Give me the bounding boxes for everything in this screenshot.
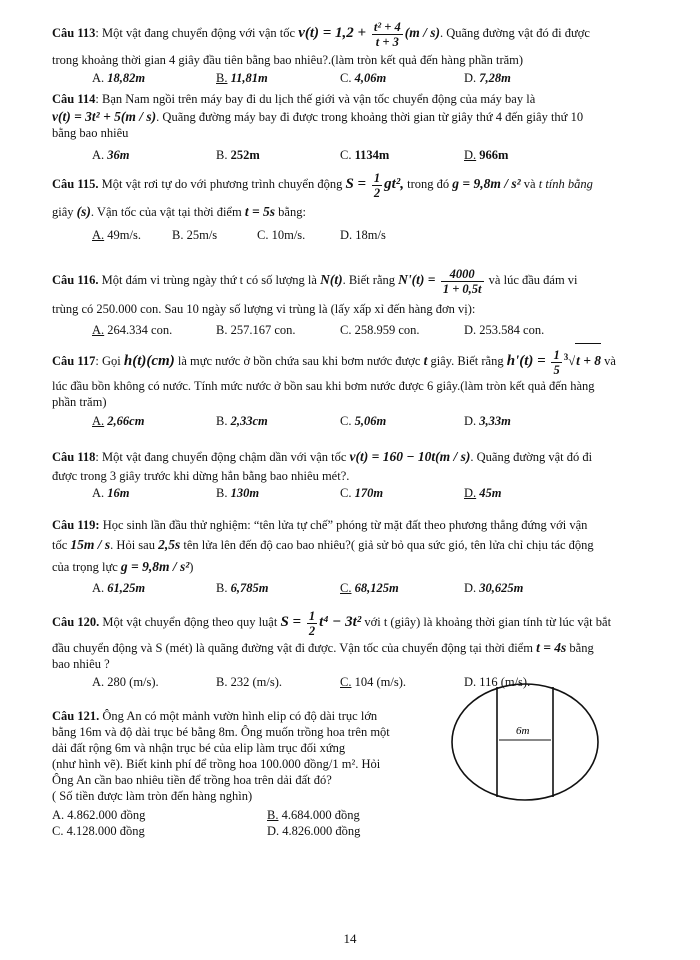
option-c[interactable]	[340, 414, 386, 429]
fraction-numerator: 1	[308, 608, 316, 623]
option-value: 116 (m/s).	[479, 675, 531, 689]
ellipse-outline	[452, 684, 598, 800]
question-text: . Biết rằng	[342, 273, 399, 287]
option-letter: D.	[267, 824, 280, 838]
option-b[interactable]	[216, 675, 282, 690]
question-text: bằng 16m và độ dài trục bé bằng 8m. Ông muốn trồng hoa trên một	[52, 725, 390, 739]
formula: N(t)	[320, 272, 343, 287]
formula-part: gt²,	[384, 176, 405, 192]
ellipse-garden-figure	[450, 682, 600, 806]
gravity-formula: g = 9,8m / s²	[120, 559, 190, 574]
option-value: 232 (m/s).	[230, 675, 282, 689]
option-value: 4.684.000 đồng	[281, 808, 360, 822]
option-value: 258.959 con.	[354, 323, 420, 337]
option-d[interactable]	[464, 71, 511, 86]
option-letter: D.	[464, 71, 477, 85]
fraction	[372, 171, 382, 200]
option-letter: D.	[464, 323, 477, 337]
unit: (m / s)	[404, 25, 440, 40]
option-value: 25m/s	[186, 228, 218, 242]
option-letter: B.	[172, 228, 184, 242]
option-value: 280 (m/s).	[107, 675, 159, 689]
question-label: Câu 118	[52, 450, 96, 464]
option-value: 253.584 con.	[479, 323, 545, 337]
fraction	[441, 267, 484, 296]
question-text: )	[189, 560, 194, 574]
option-value: 11,81m	[230, 71, 268, 85]
radicand: t + 8	[575, 343, 601, 378]
option-a[interactable]	[92, 414, 144, 429]
option-letter: A.	[92, 228, 105, 242]
question-text: trong đó	[404, 177, 453, 191]
option-a[interactable]	[92, 71, 145, 86]
option-letter: B.	[267, 808, 279, 822]
option-b[interactable]	[216, 323, 296, 338]
option-letter: D.	[464, 675, 477, 689]
option-c[interactable]	[340, 486, 383, 501]
option-value: 45m	[479, 486, 502, 500]
option-value: 4.862.000 đồng	[67, 808, 146, 822]
option-d[interactable]	[464, 148, 508, 163]
option-c[interactable]	[340, 323, 420, 338]
position-formula: S =	[280, 614, 305, 630]
question-label: Câu 116.	[52, 273, 99, 287]
option-d[interactable]	[464, 323, 544, 338]
option-letter: B.	[216, 414, 228, 428]
option-value: 3,33m	[479, 414, 511, 428]
option-letter: B.	[216, 486, 228, 500]
derivative-formula: h'(t) =	[506, 353, 550, 370]
question-text: bằng:	[275, 205, 306, 219]
question-116	[52, 263, 578, 317]
option-value: 1134m	[354, 148, 390, 162]
fraction-numerator: t² + 4	[373, 19, 401, 34]
question-text: trong khoảng thời gian 4 giây đầu tiên bằng bao nhiêu?.(làm tròn kết quả đến hàng phần trăm)	[52, 53, 524, 67]
position-formula: S =	[345, 176, 370, 192]
option-value: 49m/s.	[107, 228, 141, 242]
fraction-numerator: 4000	[449, 266, 475, 281]
option-value: 18m/s	[355, 228, 386, 242]
option-d[interactable]	[464, 486, 502, 501]
question-label: Câu 119:	[52, 518, 100, 532]
option-a[interactable]	[92, 675, 159, 690]
question-119	[52, 517, 594, 575]
question-text: . Vận tốc của vật tại thời điểm	[90, 205, 245, 219]
option-letter: A.	[92, 675, 105, 689]
option-value: 966m	[479, 148, 509, 162]
option-value: 30,625m	[479, 581, 524, 595]
formula: t	[423, 353, 428, 369]
formula-part: t⁴ − 3t²	[319, 614, 362, 630]
option-letter: A.	[92, 414, 105, 428]
question-label: Câu 115.	[52, 177, 99, 191]
option-value: 5,06m	[354, 414, 387, 428]
option-a[interactable]	[92, 148, 130, 163]
option-letter: D.	[464, 581, 477, 595]
option-value: 257.167 con.	[230, 323, 296, 337]
question-text: : Gọi	[95, 354, 124, 369]
question-text: và	[520, 177, 539, 191]
option-d[interactable]	[464, 414, 511, 429]
unit: (s)	[76, 204, 91, 219]
option-c[interactable]	[52, 824, 145, 839]
fraction-denominator: 5	[553, 362, 560, 377]
option-letter: A.	[52, 808, 65, 822]
question-text: bao nhiêu ?	[52, 657, 110, 671]
question-115	[52, 168, 593, 220]
question-text: Một vật chuyển động theo quy luật	[99, 615, 281, 629]
option-b[interactable]	[267, 808, 360, 823]
question-text: : Một vật đang chuyển động chậm dần với vận tốc	[95, 450, 350, 464]
question-text: ( Số tiền được làm tròn đến hàng nghìn)	[52, 789, 253, 803]
option-value: 104 (m/s).	[354, 675, 406, 689]
option-letter: B.	[216, 675, 228, 689]
velocity-formula: v(t) = 1,2 +	[298, 25, 370, 41]
option-value: 18,82m	[107, 71, 146, 85]
option-letter: B.	[216, 581, 228, 595]
option-letter: A.	[92, 71, 105, 85]
option-letter: D.	[464, 414, 477, 428]
option-value: 6,785m	[230, 581, 269, 595]
fraction-denominator: 2	[308, 623, 316, 638]
option-letter: B.	[216, 71, 228, 85]
option-letter: A.	[92, 486, 105, 500]
root-index: 3	[563, 352, 569, 362]
page-number: 14	[343, 931, 357, 946]
option-letter: C.	[340, 486, 352, 500]
question-text: với t (giây) là khoảng thời gian tính từ lúc vật bắt	[361, 615, 612, 629]
derivative-formula: N'(t) =	[398, 272, 439, 287]
option-c[interactable]	[340, 148, 389, 163]
question-label: Câu 120.	[52, 615, 100, 629]
option-value: 264.334 con.	[107, 323, 173, 337]
question-text: : Một vật đang chuyển động với vận tốc	[95, 26, 299, 40]
question-text: Ông An cần bao nhiêu tiền để trồng hoa trên dải đất đó?	[52, 773, 332, 787]
question-120	[52, 606, 611, 672]
option-value: 2,33cm	[230, 414, 268, 428]
option-value: 2,66cm	[107, 414, 145, 428]
question-text: . Quãng đường máy bay đi được trong khoảng thời gian từ giây thứ 4 đến giây thứ 10	[156, 110, 584, 124]
fraction	[551, 348, 561, 377]
option-b[interactable]	[216, 486, 259, 501]
question-text: được trong 3 giây trước khi dừng hẳn bằng bao nhiêu mét?.	[52, 469, 350, 483]
option-a[interactable]	[92, 486, 130, 501]
option-value: 170m	[354, 486, 384, 500]
question-text: giây	[52, 205, 77, 219]
option-d[interactable]	[267, 824, 360, 839]
question-text: trùng có 250.000 con. Sau 10 ngày số lượng vi trùng là (lấy xấp xỉ đến hàng đơn vị):	[52, 302, 476, 316]
question-text: Một vật rơi tự do với phương trình chuyển động	[98, 177, 346, 191]
option-value: 10m/s.	[271, 228, 306, 242]
option-c[interactable]	[257, 228, 305, 243]
option-value: 36m	[107, 148, 130, 162]
question-text: Một đám vi trùng ngày thứ t có số lượng là	[98, 273, 321, 287]
question-text: . Quãng đường vật đó đi	[470, 450, 593, 464]
option-b[interactable]	[216, 414, 268, 429]
option-letter: C.	[340, 71, 352, 85]
option-c[interactable]	[340, 675, 406, 690]
velocity-formula: v(t) = 160 − 10t(m / s)	[349, 449, 471, 464]
time-value: 2,5s	[158, 537, 181, 552]
velocity-formula: v(t) = 3t² + 5(m / s)	[52, 109, 157, 124]
option-a[interactable]	[92, 323, 172, 338]
question-118	[52, 446, 592, 484]
option-letter: C.	[340, 675, 352, 689]
option-letter: C.	[52, 824, 64, 838]
question-114	[52, 91, 583, 141]
option-a[interactable]	[52, 808, 145, 823]
question-text: và lúc đầu đám vi	[485, 273, 578, 287]
fraction-denominator: 1 + 0,5t	[442, 281, 482, 296]
question-text: Ông An có một mảnh vườn hình elip có độ dài trục lớn	[99, 709, 378, 723]
question-text: đầu chuyển động và S (mét) là quãng đường vật đi được. Vận tốc của chuyển động tại thời điểm	[52, 641, 537, 655]
option-value: 252m	[230, 148, 260, 162]
option-value: 16m	[107, 486, 130, 500]
fraction-numerator: 1	[373, 170, 381, 185]
question-label: Câu 113	[52, 26, 96, 40]
option-letter: C.	[340, 414, 352, 428]
question-text: dải đất rộng 6m và nhận trục bé của elip làm trục đối xứng	[52, 741, 346, 755]
option-a[interactable]	[92, 581, 145, 596]
option-letter: D.	[464, 148, 477, 162]
time-value: t = 4s	[536, 640, 567, 655]
question-text: giây. Biết rằng	[427, 354, 507, 369]
question-text: bằng bao nhiêu	[52, 126, 129, 140]
question-text: t tính bằng	[538, 177, 593, 191]
option-d[interactable]	[464, 581, 523, 596]
question-text: lúc đầu bồn không có nước. Tính mức nước ở bồn sau khi bơm nước được 6 giây.(làm tròn kết quả đến hàng	[52, 379, 595, 393]
option-letter: B.	[216, 323, 228, 337]
question-113	[52, 18, 590, 68]
option-value: 4.826.000 đồng	[282, 824, 361, 838]
option-d[interactable]	[340, 228, 386, 243]
question-text: bằng	[566, 641, 594, 655]
answer-options-121	[52, 808, 422, 842]
option-c[interactable]	[340, 581, 399, 596]
option-letter: A.	[92, 323, 105, 337]
radical-sign: √	[568, 354, 576, 369]
strip-width-label: 6m	[516, 725, 530, 737]
option-value: 130m	[230, 486, 260, 500]
option-b[interactable]	[216, 71, 268, 86]
option-letter: A.	[92, 581, 105, 595]
question-text: (như hình vẽ). Biết kinh phí để trồng hoa 100.000 đồng/1 m². Hỏi	[52, 757, 381, 771]
option-letter: C.	[340, 323, 352, 337]
option-letter: C.	[340, 581, 352, 595]
fraction	[307, 609, 317, 638]
question-121	[52, 708, 422, 804]
velocity-value: 15m / s	[70, 537, 111, 552]
question-label: Câu 121.	[52, 709, 100, 723]
option-letter: C.	[257, 228, 269, 242]
question-text: . Hỏi sau	[110, 538, 159, 552]
option-letter: B.	[216, 148, 228, 162]
gravity-formula: g = 9,8m / s²	[452, 176, 521, 191]
ellipse-diagram	[450, 682, 600, 802]
question-text: của trọng lực	[52, 560, 121, 574]
option-letter: D.	[340, 228, 353, 242]
option-letter: C.	[340, 148, 352, 162]
formula: h(t)(cm)	[123, 353, 175, 370]
time-value: t = 5s	[244, 204, 276, 219]
option-letter: D.	[464, 486, 477, 500]
option-letter: A.	[92, 148, 105, 162]
fraction-denominator: 2	[373, 185, 381, 200]
option-a[interactable]	[92, 228, 141, 243]
option-value: 68,125m	[354, 581, 399, 595]
question-text: tốc	[52, 538, 71, 552]
question-text: phần trăm)	[52, 395, 107, 409]
question-text: Học sinh lần đầu thử nghiệm: “tên lửa tự chế” phóng từ mặt đất theo phương thẳng đứng với vận	[99, 518, 588, 532]
question-label: Câu 114	[52, 92, 96, 106]
option-value: 61,25m	[107, 581, 146, 595]
option-c[interactable]	[340, 71, 386, 86]
question-label: Câu 117	[52, 354, 96, 369]
question-text: : Bạn Nam ngồi trên máy bay đi du lịch thế giới và vận tốc chuyển động của máy bay là	[95, 92, 536, 106]
question-text: là mực nước ở bồn chứa sau khi bơm nước được	[174, 354, 424, 369]
option-b[interactable]	[216, 581, 268, 596]
option-value: 7,28m	[479, 71, 511, 85]
question-text: tên lửa lên đến độ cao bao nhiêu?( giả sử bỏ qua sức gió, tên lửa chỉ chịu tác động	[180, 538, 594, 552]
question-text: . Quãng đường vật đó đi được	[439, 26, 590, 40]
option-b[interactable]	[172, 228, 217, 243]
option-value: 4.128.000 đồng	[66, 824, 145, 838]
question-117	[52, 340, 616, 410]
fraction	[372, 20, 403, 49]
option-b[interactable]	[216, 148, 260, 163]
question-text: và	[601, 354, 616, 369]
option-value: 4,06m	[354, 71, 387, 85]
fraction-numerator: 1	[553, 347, 560, 362]
fraction-denominator: t + 3	[372, 34, 403, 49]
